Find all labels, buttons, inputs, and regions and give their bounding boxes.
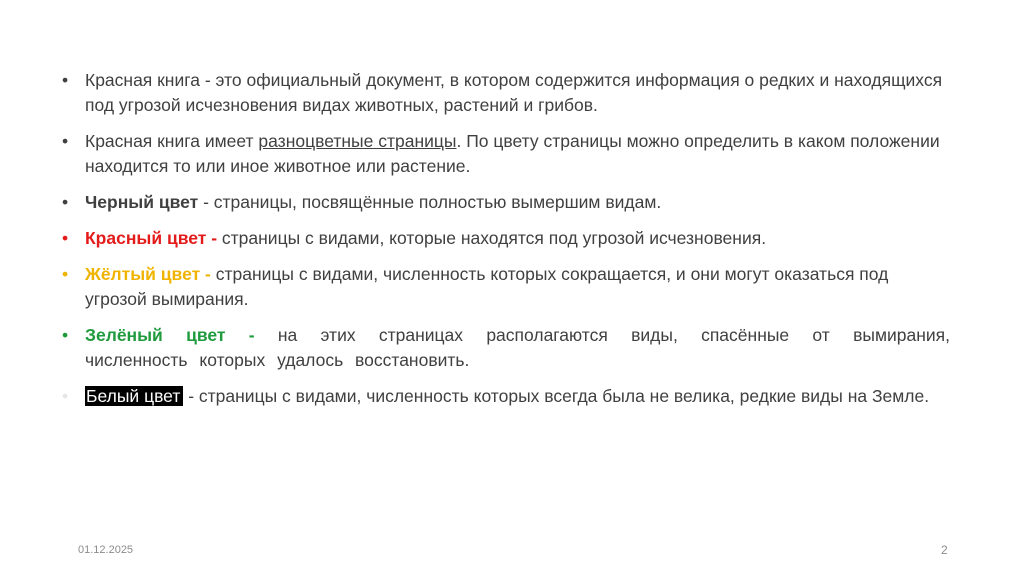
bullet-red-book-definition: [62, 68, 950, 118]
colored-pages-underlined: разноцветные страницы: [258, 131, 457, 151]
footer-date: 01.12.2025: [78, 544, 134, 556]
bullet-dot: •: [62, 264, 69, 284]
term-red-color: Красный цвет -: [85, 228, 218, 248]
bullet-dot: •: [62, 325, 69, 345]
bullet-text-start: Красная книга имеет: [85, 131, 259, 151]
term-green-color: Зелёный цвет -: [85, 325, 255, 345]
bullet-dot: •: [62, 131, 69, 151]
desc-yellow-color: страницы с видами, численность которых сокращается, и они могут оказаться под угрозой вымирания.: [85, 264, 889, 309]
bullet-green-color: [62, 323, 950, 373]
term-black-color: Черный цвет: [85, 192, 199, 212]
bullet-text-end: . По цвету страницы можно определить в каком положении находится то или иное животное или растение.: [85, 131, 940, 176]
bullet-dot: •: [62, 228, 69, 248]
bullet-colored-pages: [62, 129, 950, 179]
bullet-yellow-color: [62, 262, 950, 312]
bullet-dot: •: [62, 386, 69, 406]
term-yellow-color: Жёлтый цвет -: [85, 264, 211, 284]
desc-green-color: на этих страницах располагаются виды, спасённые от вымирания, численность которых удалось восстановить.: [85, 325, 950, 370]
bullet-text: Красная книга - это официальный документ, в котором содержится информация о редких и находящихся под угрозой исчезновения видах животных, растений и грибов.: [85, 70, 943, 115]
desc-red-color: страницы с видами, которые находятся под угрозой исчезновения.: [217, 228, 767, 248]
bullet-red-color: [62, 226, 950, 251]
bullet-white-color: [62, 384, 950, 409]
page-number: 2: [941, 543, 948, 557]
bullet-dot: •: [62, 70, 69, 90]
bullet-list: [62, 68, 950, 420]
bullet-dot: •: [62, 192, 69, 212]
desc-white-color: - страницы с видами, численность которых всегда была не велика, редкие виды на Земле.: [183, 386, 930, 406]
term-white-color: Белый цвет: [85, 386, 183, 406]
desc-black-color: - страницы, посвящённые полностью вымершим видам.: [198, 192, 662, 212]
bullet-black-color: [62, 190, 950, 215]
